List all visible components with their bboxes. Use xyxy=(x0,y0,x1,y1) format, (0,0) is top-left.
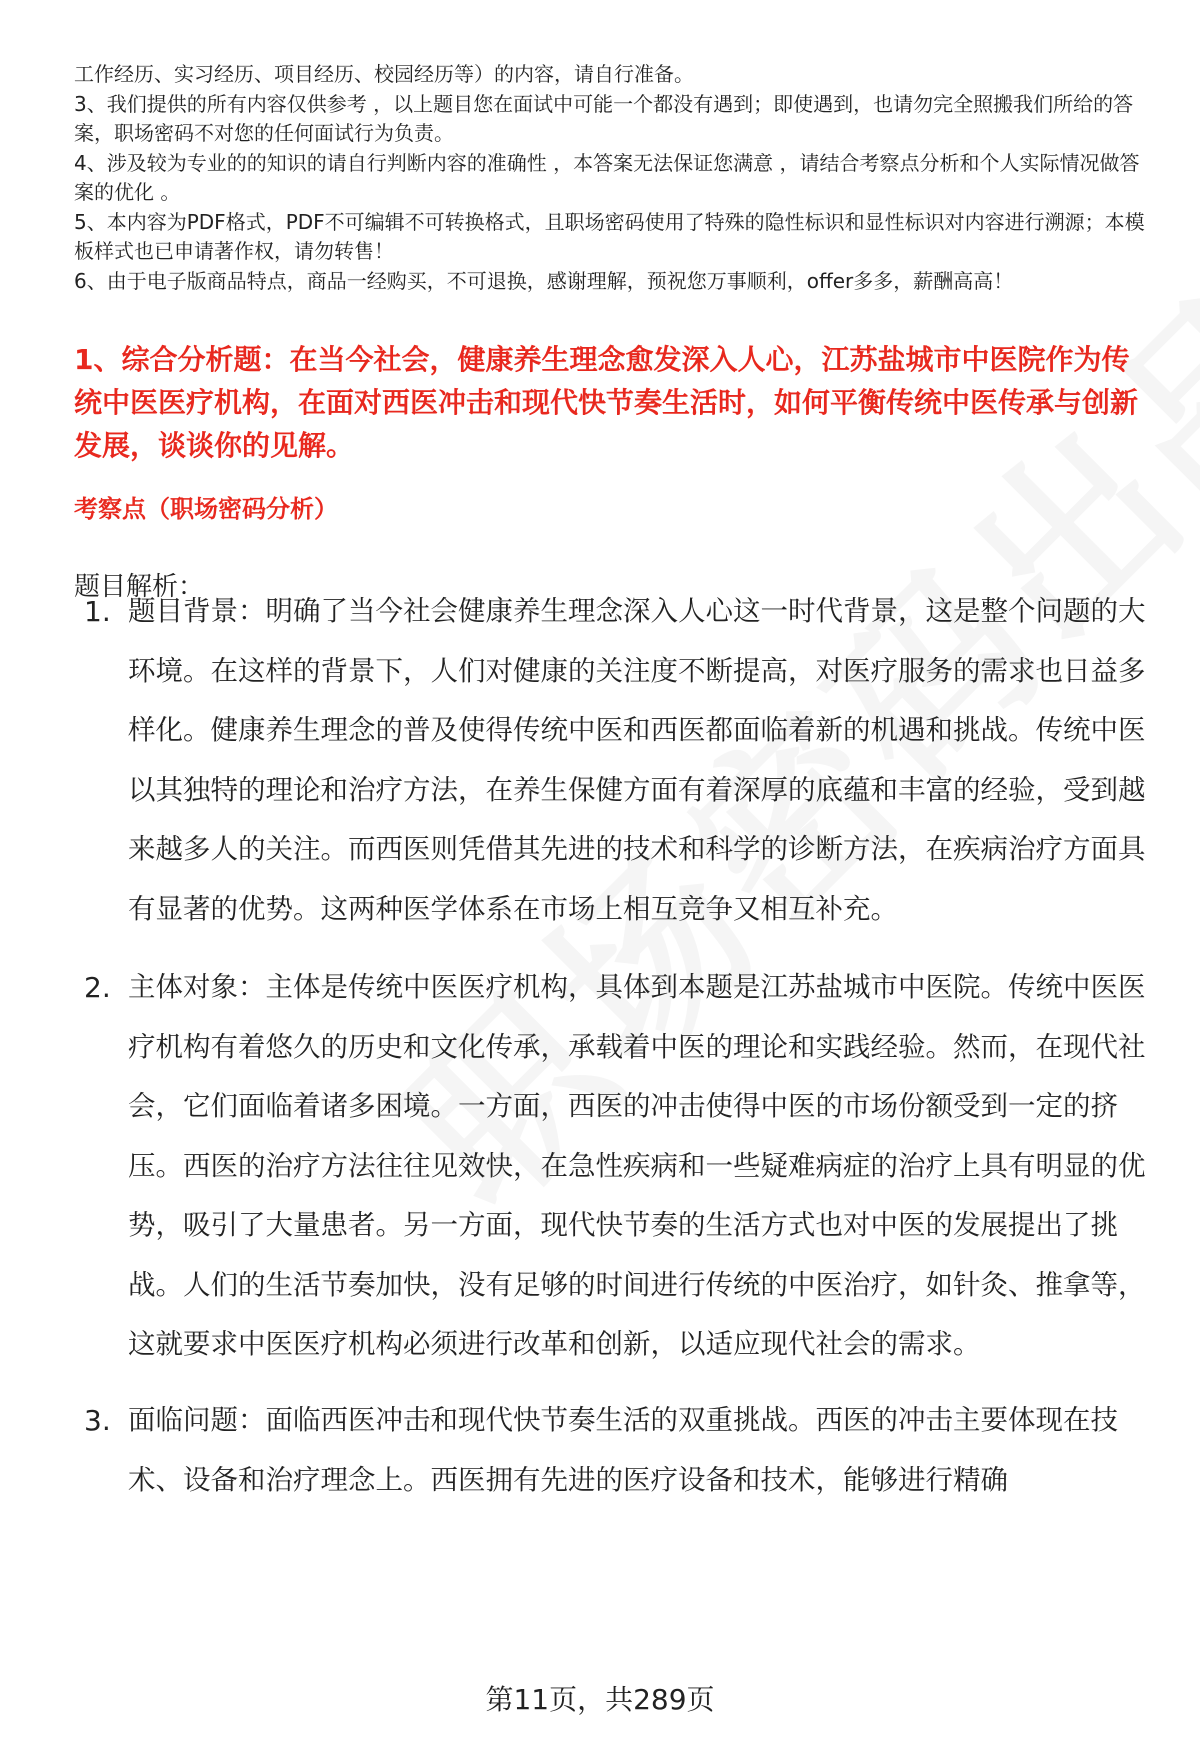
page-footer: 第11页，共289页 xyxy=(485,1683,715,1716)
kaocha-title: 考察点（职场密码分析） xyxy=(74,495,338,523)
note-line: 3、我们提供的所有内容仅供参考 ，以上题目您在面试中可能一个都没有遇到；即使遇到，也请勿完全照搬我们所给的答案，职场密码不对您的任何面试行为负责。 xyxy=(74,91,1134,145)
list-item-text: 面临问题：面临西医冲击和现代快节奏生活的双重挑战。西医的冲击主要体现在技术、设备和治疗理念上。西医拥有先进的医疗设备和技术，能够进行精确 xyxy=(128,1404,1118,1496)
list-item-text: 主体对象：主体是传统中医医疗机构，具体到本题是江苏盐城市中医院。传统中医医疗机构有着悠久的历史和文化传承，承载着中医的理论和实践经验。然而，在现代社会，它们面临着诸多困境。一方面，西医的冲击使得中医的市场份额受到一定的挤压。西医的治疗方法往往见效快，在急性疾病和一些疑难病症的治疗上具有明显的优势，吸引了大量患者。另一方面，现代快节奏的生活方式也对中医的发展提出了挑战。人们的生活节奏加快，没有足够的时间进行传统的中医治疗，如针灸、推拿等，这就要求中医医疗机构必须进行改革和创新，以适应现代社会的需求。 xyxy=(128,971,1146,1360)
note-line: 5、本内容为PDF格式，PDF不可编辑不可转换格式，且职场密码使用了特殊的隐性标识和显性标识对内容进行溯源；本模板样式也已申请著作权，请勿转售！ xyxy=(74,209,1145,263)
list-item-number: 3. xyxy=(84,1404,111,1437)
list-item-number: 1. xyxy=(84,595,111,628)
note-line: 6、由于电子版商品特点，商品一经购买，不可退换，感谢理解，预祝您万事顺利，offer多多，薪酬高高！ xyxy=(74,268,1014,293)
analysis-title: 题目解析： xyxy=(74,572,205,602)
notes-block xyxy=(74,60,1154,296)
note-line: 4、涉及较为专业的的知识的请自行判断内容的准确性 ，本答案无法保证您满意 ，请结合考察点分析和个人实际情况做答案的优化 。 xyxy=(74,150,1140,204)
note-line: 工作经历、实习经历、项目经历、校园经历等）的内容，请自行准备。 xyxy=(74,62,694,86)
list-item-number: 2. xyxy=(84,971,111,1004)
list-item-text: 题目背景：明确了当今社会健康养生理念深入人心这一时代背景，这是整个问题的大环境。在这样的背景下，人们对健康的关注度不断提高，对医疗服务的需求也日益多样化。健康养生理念的普及使得传统中医和西医都面临着新的机遇和挑战。传统中医以其独特的理论和治疗方法，在养生保健方面有着深厚的底蕴和丰富的经验，受到越来越多人的关注。而西医则凭借其先进的技术和科学的诊断方法，在疾病治疗方面具有显著的优势。这两种医学体系在市场上相互竞争又相互补充。 xyxy=(128,595,1146,925)
question-heading: 1、综合分析题：在当今社会，健康养生理念愈发深入人心，江苏盐城市中医院作为传统中医医疗机构，在面对西医冲击和现代快节奏生活时，如何平衡传统中医传承与创新发展，谈谈你的见解。 xyxy=(74,343,1139,462)
